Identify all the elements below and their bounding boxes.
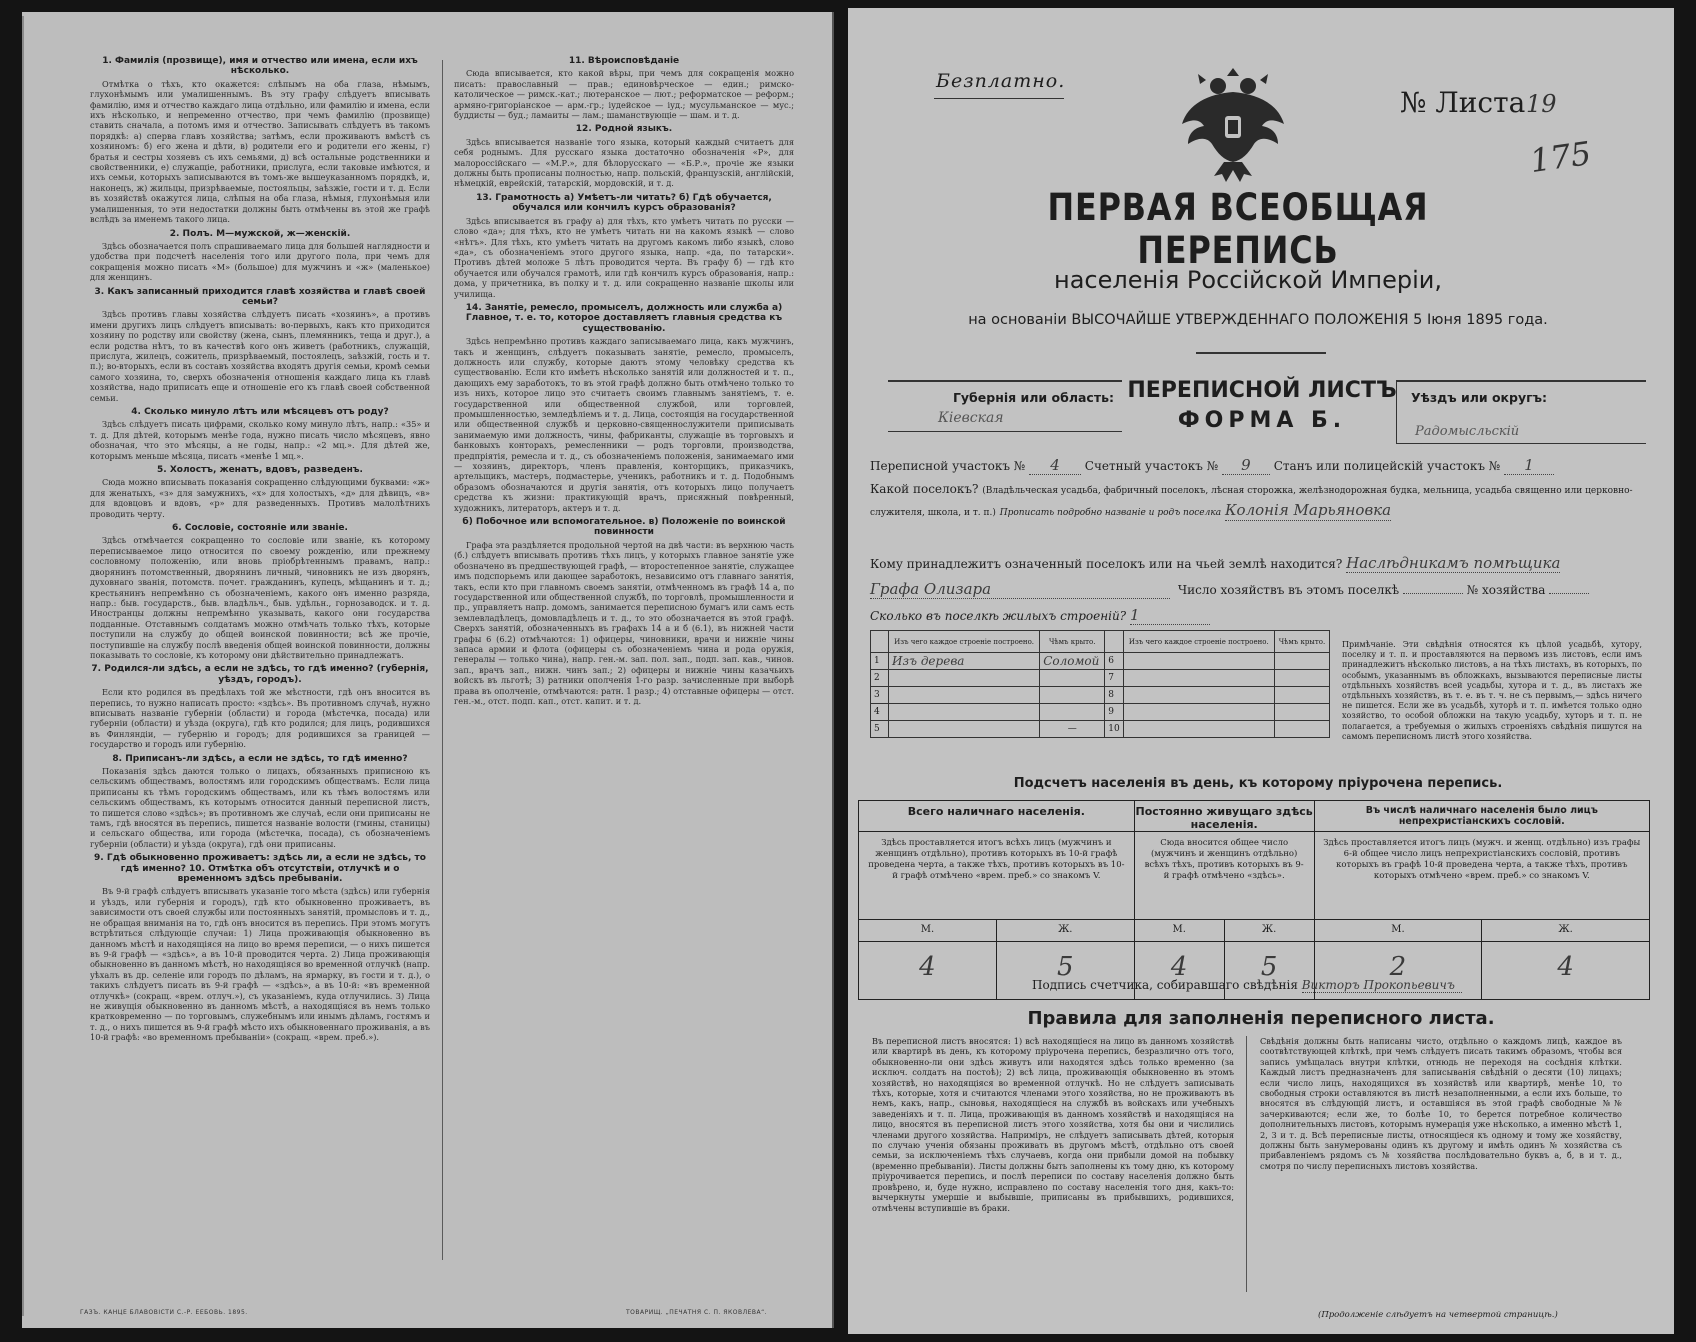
owner-row-2	[870, 580, 1589, 599]
column-divider	[442, 60, 443, 1260]
population-count-title: Подсчетъ населенія въ день, къ которому пріурочена перепись.	[1013, 776, 1503, 791]
section-heading: 2. Полъ. М—мужской, ж—женскій.	[169, 228, 351, 239]
count-sex-row	[859, 920, 1650, 942]
female-label: Ж.	[1482, 920, 1650, 942]
section-heading: 1. Фамилія (прозвище), имя и отчество или имена, если ихъ нѣсколько.	[102, 56, 418, 77]
row-number: 10	[1105, 721, 1123, 738]
left-page	[22, 12, 834, 1328]
schetny-label: Счетный участокъ №	[1084, 459, 1219, 473]
table-cell	[1123, 687, 1274, 704]
table-cell	[1123, 670, 1274, 687]
sheet-number-handwritten: 19	[1526, 90, 1557, 118]
section-heading: 8. Приписанъ-ли здѣсь, а если не здѣсь, то гдѣ именно?	[112, 753, 408, 764]
row-number: 6	[1105, 653, 1123, 670]
underline	[934, 98, 1064, 99]
households-label: Число хозяйствъ въ этомъ поселкѣ	[1177, 583, 1400, 597]
material-header-2: Изъ чего каждое строеніе построено.	[1123, 631, 1274, 653]
count-header-total: Всего наличнаго населенія.	[859, 801, 1135, 832]
male-label: М.	[1314, 920, 1482, 942]
legal-basis: на основаніи ВЫСОЧАЙШЕ УТВЕРЖДЕННАГО ПОЛОЖЕНІЯ 5 Іюня 1895 года.	[968, 312, 1548, 328]
section-text: Здѣсь непремѣнно противъ каждаго записываемаго лица, какъ мужчинъ, такъ и женщинъ, слѣдуетъ показывать занятіе, ремесло, промыселъ, должность или службу, которые даютъ этому человѣку средства къ существованію. Если кто имѣетъ нѣсколько занятій или должностей и т. п., дающихъ ему заработокъ, то въ этой графѣ должно быть отмѣчено только то изъ нихъ, которое лицо это считаетъ своимъ главнымъ занятіемъ, т. е. государственной или общественной службой, или торговлей, промышленностью, земледѣліемъ и т. д. Лица, состоящія на государственной или общественной службѣ и церковно-священнослужители приписывать занимаемую ими должность, чины, фабриканты, служащіе въ торговыхъ и банковыхъ конторахъ, ремесленники — родъ торговли, производства, предпріятія, ремесла и т. д., съ обозначеніемъ положенія, занимаемаго ими — хозяинъ, директоръ, членъ правленія, конторщикъ, приказчикъ, артельщикъ, мастеръ, подмастерье, ученикъ, работникъ и т. д. Подобнымъ образомъ обозначаются и другія занятія, отъ которыхъ лицо получаетъ средства къ жизни: практикующій врачъ, присяжный повѣренный, художникъ, литераторъ, актеръ и т. д.	[454, 336, 794, 513]
guberniya-label: Губернія или область:	[952, 390, 1114, 405]
census-title: ПЕРВАЯ ВСЕОБЩАЯ ПЕРЕПИСЬ	[1047, 186, 1429, 272]
rules-column-left: Въ переписной листъ вносятся: 1) всѣ находящіеся на лицо въ данномъ хозяйствѣ или квартирѣ въ день, къ которому пріурочена перепись, безразлично отъ того, обыкновенно-ли они здѣсь живутъ или находятся здѣсь только временно (за исключ. солдатъ на постоѣ); 2) всѣ лица, проживающія обыкновенно въ этомъ хозяйствѣ, но находящіяся во временной отлучкѣ. Но не слѣдуетъ записывать тѣхъ, которые, хотя и считаются членами этого хозяйства, но не проживаютъ въ немъ, какъ, напр., сыновья, находящіеся на службѣ въ войскахъ или учебныхъ заведеніяхъ и т. п. Лица, проживающія въ данномъ хозяйствѣ и находящіяся на лицо, вносятся въ переписной листъ этого хозяйства, хотя бы они и числились членами другого хозяйства. Наприміръ, не слѣдуетъ записывать дѣтей, которыя по случаю ученія обязаны проживать въ другомъ мѣстѣ, отдѣльно отъ своей семьи, за исключеніемъ тѣхъ случаевъ, когда они прибыли домой на побывку (временно пребываніи). Листы должны быть заполнены къ тому дню, къ которому пріурочивается перепись, и послѣ переписи по составу населенія должно быть провѣрено, и, буде нужно, исправлено по составу населенія того дня, какъ-то: вычеркнуты умершіе и выбывшіе, приписаны въ прибывшихъ, родившихся, отмѣчены вступившіе въ браки.	[872, 1036, 1234, 1213]
archive-number-handwritten: 175	[1527, 133, 1594, 181]
population-count-table	[858, 800, 1650, 1000]
count-desc-row	[859, 832, 1650, 920]
owner-value-1: Наслѣдникамъ помѣщика	[1346, 554, 1561, 572]
table-row	[871, 721, 1330, 738]
row-number: 7	[1105, 670, 1123, 687]
roof-cell: —	[1040, 721, 1105, 738]
uezd-label: Уѣздъ или округъ:	[1411, 390, 1548, 405]
table-cell	[1105, 631, 1123, 653]
sheet-number-label: № Листа	[1400, 86, 1526, 119]
continuation-note: (Продолженіе слѣдуетъ на четвертой страницѣ.)	[1318, 1310, 1558, 1320]
roof-header-2: Чѣмъ крыто.	[1274, 631, 1329, 653]
section-text: Здѣсь слѣдуетъ писать цифрами, сколько кому минуло лѣтъ, напр.: «35» и т. д. Для дѣтей, которымъ менѣе года, нужно писать число мѣсяцевъ, явно обозначая, что это мѣсяцы, а не годы, напр.: «2 мц.». Для дѣтей же, которымъ меньше мѣсяца, писать «менѣе 1 мц.».	[90, 419, 430, 461]
printer-footer-right: ТОВАРИЩ. „ПЕЧАТНЯ С. П. ЯКОВЛЕВА“.	[626, 1309, 768, 1316]
form-title	[1120, 376, 1404, 436]
table-cell	[1040, 704, 1105, 721]
guberniya-value: Кіевская	[938, 410, 1004, 426]
right-page	[848, 8, 1674, 1334]
table-row	[871, 704, 1330, 721]
rules-title: Правила для заполненія переписного листа.	[1027, 1008, 1495, 1029]
section-heading: 12. Родной языкъ.	[575, 124, 673, 135]
schetny-value: 9	[1222, 456, 1270, 475]
female-label: Ж.	[1224, 920, 1314, 942]
count-header-non-christian: Въ числѣ наличнаго населенія было лицъ непрехристіанскихъ сословій.	[1314, 801, 1649, 832]
table-cell	[1274, 721, 1329, 738]
rules-divider	[1246, 1036, 1247, 1292]
table-cell	[889, 704, 1040, 721]
table-cell	[1123, 653, 1274, 670]
count-desc-permanent: Сюда вносится общее число (мужчинъ и женщинъ отдѣльно) всѣхъ тѣхъ, противъ которыхъ въ 9-й графѣ отмѣчено «здѣсь».	[1134, 832, 1314, 920]
section-text: Если кто родился въ предѣлахъ той же мѣстности, гдѣ онъ вносится въ перепись, то нужно написать просто: «здѣсь». Въ противномъ случаѣ, нужно вписывать названіе губерніи (области) и города (мѣстечка, посада) или губерніи (области) и уѣзда (округа), гдѣ кто родился; для лицъ, родившихся въ Финляндіи, — губернію и городъ; для родившихся за границей — государство и городъ или губернію.	[90, 687, 430, 750]
settlement-type-row	[870, 480, 1660, 523]
table-cell	[1274, 704, 1329, 721]
material-header: Изъ чего каждое строеніе построено.	[889, 631, 1040, 653]
count-header-row	[859, 801, 1650, 832]
table-cell	[1123, 721, 1274, 738]
perepisnoy-value: 4	[1029, 456, 1081, 475]
non-christian-female-value: 4	[1482, 942, 1650, 1000]
row-number: 5	[871, 721, 889, 738]
section-heading: 5. Холостъ, женатъ, вдовъ, разведенъ.	[157, 465, 363, 476]
table-cell	[871, 631, 889, 653]
section-text: Показанія здѣсь даются только о лицахъ, обязанныхъ приписною къ сельскимъ обществамъ, волостямъ или городскимъ обществамъ. Если лица приписаны къ тѣмъ городскимъ обществамъ, или къ тѣмъ волостямъ или сельскимъ обществамъ, къ которымъ относится данный переписной листъ, то пишется слово «здѣсь»; въ противномъ же случаѣ, если они приписаны не тамъ, гдѣ вносятся въ перепись, пишется названіе волости (гмины, станицы) и сельскаго общества, или города (мѣстечка, посада), съ обозначеніемъ губерніи (области) и уѣзда (округа), гдѣ они приписаны.	[90, 766, 430, 849]
section-text: Въ 9-й графѣ слѣдуетъ вписывать указаніе того мѣста (здѣсь) или губернія и уѣздъ, или губернія и городъ), гдѣ кто обыкновенно проживаетъ, въ зависимости отъ своей службы или постоянныхъ занятій, промысловъ и т. д., не обращая вниманія на то, гдѣ онъ вносится въ перепись. При этомъ могутъ встрѣтиться слѣдующіе случаи: 1) Лица проживающія обыкновенно въ данномъ мѣстѣ и находящіяся на лицо во время переписи, — о нихъ пишется въ 9-й графѣ — «здѣсь», а въ 10-й проводится черта. 2) Лица проживающія обыкновенно въ данномъ мѣстѣ, но находящіяся во временной отлучкѣ (напр. уѣхалъ въ др. селеніе или городъ по дѣламъ, на ярмарку, въ гости и т. д.), о такихъ слѣдуетъ писать въ 9-й графѣ — «здѣсь», а въ 10-й: «въ временной отлучкѣ» (сокращ. «врем. отлуч.»), съ указаніемъ, куда отлучились. 3) Лица не живущія обыкновенно въ данномъ мѣстѣ, а находящіяся въ немъ только кратковременно — по торговымъ, служебнымъ или инымъ дѣламъ, гостямъ и т. д., о нихъ пишется въ 9-й графѣ мѣсто ихъ обыкновеннаго проживанія, а въ 10-й графѣ: «во временномъ пребываніи» (сокращ. «врем. преб.»).	[90, 886, 430, 1043]
row-number: 2	[871, 670, 889, 687]
section-heading: 9. Гдѣ обыкновенно проживаетъ: здѣсь ли, а если не здѣсь, то гдѣ именно? 10. Отмѣтка объ отсутствіи, отлучкѣ и о временномъ здѣсь пребываніи.	[94, 853, 426, 885]
printer-footer-left: ГАЗЪ. КАНЦЕ БЛАВОВІСТИ С.-Р. ЕЕБОВЬ. 1895.	[80, 1309, 248, 1316]
table-cell	[889, 670, 1040, 687]
buildings-count-value: 1	[1130, 606, 1210, 625]
stan-label: Станъ или полицейскій участокъ №	[1273, 459, 1501, 473]
count-desc-non-christian: Здѣсь проставляется итогъ лицъ (мужч. и женщ. отдѣльно) изъ графы 6-й общее число лицъ непрехристіанскихъ сословій, противъ которыхъ въ графѣ 10-й проведена черта, а также тѣхъ, противъ которыхъ отмѣчено «врем. преб.» со знакомъ V.	[1314, 832, 1649, 920]
non-christian-male-value: 2	[1314, 942, 1482, 1000]
uezd-field	[1396, 380, 1646, 444]
instructions-column-right	[454, 52, 794, 1237]
count-desc-total: Здѣсь проставляется итогъ всѣхъ лицъ (мужчинъ и женщинъ отдѣльно), противъ которыхъ въ 10-й графѣ проведена черта, а также тѣхъ, противъ которыхъ въ 10-й графѣ отмѣчено «врем. преб.» со знакомъ V.	[859, 832, 1135, 920]
section-text: Отмѣтка о тѣхъ, кто окажется: слѣпымъ на оба глаза, нѣмымъ, глухонѣмымъ или умалишеннымъ. Въ эту графу слѣдуетъ вписывать фамилію, имя и отчество каждаго лица отдѣльно, или фамилію и имена, если ихъ нѣсколько, и непременно отчество, при чемъ фамилію (прозвище) ставить сначала, а потомъ имя и отчество. Записывать слѣдуетъ въ такомъ порядкѣ: а) сперва главъ хозяйства; затѣмъ, если проживаютъ вмѣстѣ съ хозяиномъ: б) его жена и дѣти, в) родители его и родители его жены, г) братья и сестры хозяевъ съ ихъ семьями, д) всѣ остальные родственники и свойственники, е) служащіе, работники, прислуга, если таковые имѣются, и ихъ семьи, которыхъ записываются въ томъ-же вышеуказанномъ порядкѣ, и, наконецъ, ж) жильцы, призрѣваемые, постояльцы, заѣзжіе, гости и т. д. Если въ хозяйствѣ окажутся лица, слѣпыя на оба глаза, нѣмыя, глухонѣмыя или умалишенныя, то эти недостатки должны быть отмѣчены въ этой же графѣ вслѣдъ за именемъ такого лица.	[90, 78, 430, 225]
table-cell	[889, 721, 1040, 738]
section-heading: 7. Родился-ли здѣсь, а если не здѣсь, то гдѣ именно? (губернія, уѣздъ, городъ).	[91, 664, 429, 685]
section-heading: 3. Какъ записанный приходится главѣ хозяйства и главѣ своей семьи?	[94, 286, 426, 307]
settlement-value: Колонія Марьяновка	[1224, 501, 1392, 519]
table-row	[871, 670, 1330, 687]
buildings-count-label: Сколько въ поселкѣ жилыхъ строеній?	[870, 609, 1127, 623]
buildings-note: Примѣчаніе. Эти свѣдѣнія относятся къ цѣлой усадьбѣ, хутору, поселку и т. п. и проставляются на первомъ изъ листовъ, если имъ принадлежитъ нѣсколько листовъ, а на тѣхъ листахъ, въ которыхъ, по особымъ, указаннымъ въ обложкахъ, вызываются переписные листы отдѣльныхъ хозяйствъ всей усадьбы, хутора и т. д., въ листахъ же отдѣльныхъ хозяйствъ, въ т. е. въ т. ч. не съ первымъ,— здѣсь ничего не пишется. Если же въ усадьбѣ, хуторѣ и т. п. имѣется только одно хозяйство, то особой обложки на такую усадьбу, хуторъ и т. п. не полагается, а требуемыя о жилыхъ строеніяхъ свѣдѣнія пишутся на самомъ переписномъ листѣ этого хозяйства.	[1342, 640, 1642, 741]
section-text: Здѣсь отмѣчается сокращенно то сословіе или званіе, къ которому переписываемое лицо относится по своему рожденію, или прежнему сословному положенію, или вновь пріобрѣтеннымъ правамъ, напр.: дворянинъ потомственный, дворянинъ личный, чиновникъ не изъ дворянъ, духовнаго званія, потомств. почет. гражданинъ, купецъ, мѣщанинъ и т. д.; крестьянинъ непремѣнно съ обозначеніемъ, какого онъ именно разряда, напр.: быв. государств., быв. владѣльч., быв. удѣльн., горнозаводск. и т. д. Иностранцы должны непремѣнно указывать, какого они государства подданные. Отставнымъ солдатамъ можно отмѣчать только тѣхъ, которые поступили на службу до общей воинской повинности; всѣ же прочіе, поступившіе на службу послѣ введенія общей воинской повинности, должны показывать то сословіе, къ которому они дѣйствительно принадлежатъ.	[90, 535, 430, 660]
section-heading: 14. Занятіе, ремесло, промыселъ, должность или служба а) Главное, т. е. то, которое доставляетъ главныя средства къ существованію.	[465, 302, 783, 334]
section-text: Графа эта раздѣляется продольной чертой на двѣ части: въ верхнюю часть (б.) слѣдуетъ вписывать противъ тѣхъ лицъ, у которыхъ главное занятіе уже обозначено въ предшествующей графѣ, — второстепенное занятіе, служащее имъ подспорьемъ или дающее заработокъ, независимо отъ главнаго занятія, такъ, если кто при главномъ своемъ занятіи, отмѣченномъ въ графѣ 14 а, по государственной или общественной службѣ, по торговлѣ, промышленности и пр., управляетъ напр. домомъ, занимается переписною бумагъ или самъ есть землевладѣлецъ, домовладѣлецъ и т. д., то это обозначается въ этой графѣ. Сверхъ занятій, обозначенныхъ въ графахъ 14 а и б (6.1), въ нижней части графы 6 (6.2) отмѣчаются: 1) офицеры, чиновники, врачи и нижніе чины запаса армии и флота (офицеры съ обозначеніемъ чина и рода оружія, генералы — только чина), напр. ген.-м. зап. пол. зап., подп. зап. кав., чинов. зап., врачъ зап., нижн. чинъ зап.; 2) офицеры и нижніе чины казачьихъ войскъ въ льготѣ; 3) ратники ополченія 1-го разр. зачисленные при выборѣ права въ ополченіе, отмѣчаются: ратн. 1 разр.; 4) отставные офицеры — отст. ген.-м., отст. подп. кап., отст. капит. и т. д.	[454, 539, 794, 706]
roof-cell: Соломой	[1040, 653, 1105, 670]
households-value	[1403, 593, 1463, 594]
buildings-count-row	[870, 606, 1210, 625]
male-label: М.	[859, 920, 997, 942]
roof-header: Чѣмъ крыто.	[1040, 631, 1105, 653]
section-text: Здѣсь обозначается полъ спрашиваемаго лица для большей наглядности и удобства при подсчетѣ населенія того или другого пола, при чемъ для сокращенія можно писать «М» (большое) для мужчинъ и «ж» (маленькое) для женщинъ.	[90, 240, 430, 283]
owner-value-2: Графа Олизара	[870, 580, 1170, 599]
material-cell: Изъ дерева	[889, 653, 1040, 670]
imperial-eagle-emblem-icon	[1178, 64, 1288, 184]
permanent-male-value: 4	[1134, 942, 1224, 1000]
table-cell	[1274, 670, 1329, 687]
count-header-permanent: Постоянно живущаго здѣсь населенія.	[1134, 801, 1314, 832]
signature-value: Викторъ Прокопьевичъ	[1302, 978, 1462, 993]
table-row	[871, 653, 1330, 670]
district-numbers-row	[870, 456, 1554, 475]
form-title-line-1: ПЕРЕПИСНОЙ ЛИСТЪ	[1127, 378, 1397, 403]
section-heading: б) Побочное или вспомогательное. в) Положеніе по воинской повинности	[462, 517, 786, 538]
total-male-value: 4	[859, 942, 997, 1000]
male-label: М.	[1134, 920, 1224, 942]
household-number-value	[1549, 593, 1589, 594]
table-cell	[1274, 687, 1329, 704]
household-number-label: № хозяйства	[1466, 583, 1546, 597]
section-text: Здѣсь вписывается названіе того языка, который каждый считаетъ для себя роднымъ. Для русскаго языка достаточно обозначенія «Р», для малороссійскаго — «М.Р.», для бѣлорусскаго — «Б.Р.», прочіе же языки должны быть прописаны полностью, напр. польскій, французскій, англійскій, нѣмецкій, еврейскій, татарскій, мордовскій, и т. д.	[454, 136, 794, 189]
section-heading: 6. Сословіе, состояніе или званіе.	[172, 523, 348, 534]
table-row	[871, 687, 1330, 704]
table-cell	[1040, 670, 1105, 687]
census-subtitle: населенія Россійской Имперіи,	[1054, 266, 1442, 294]
permanent-female-value: 5	[1224, 942, 1314, 1000]
settlement-label: Какой поселокъ?	[870, 482, 979, 496]
table-cell	[1040, 687, 1105, 704]
settlement-instruction: Прописать подробно названіе и родъ поселка	[999, 508, 1222, 518]
buildings-table	[870, 630, 1330, 738]
table-cell	[1274, 653, 1329, 670]
enumerator-signature-row	[1032, 978, 1462, 993]
table-cell	[1123, 704, 1274, 721]
row-number: 9	[1105, 704, 1123, 721]
owner-label: Кому принадлежитъ означенный поселокъ или на чьей землѣ находится?	[870, 557, 1343, 571]
section-text: Здѣсь вписывается въ графу а) для тѣхъ, кто умѣетъ читать по русски — слово «да»; для тѣхъ, кто не умѣетъ читать ни на какомъ языкѣ — слово «нѣтъ». Для тѣхъ, кто умѣетъ читать на другомъ какомъ либо языкѣ, слово «да», съ обозначеніемъ этого другого языка, напр. «да, по татарски». Противъ дѣтей моложе 5 лѣтъ проводится черта. Въ графу б) — гдѣ кто обучается или обучался грамотѣ, или гдѣ кончилъ курсъ образованія, напр.: дома, у причетника, въ полку и т. д. или сокращенно названіе школы или училища.	[454, 215, 794, 299]
total-female-value: 5	[996, 942, 1134, 1000]
form-title-line-2: ФОРМА Б.	[1177, 408, 1347, 433]
free-of-charge-label: Безплатно.	[936, 70, 1066, 92]
section-heading: 4. Сколько минуло лѣтъ или мѣсяцевъ отъ роду?	[131, 407, 389, 417]
section-text: Сюда вписывается, кто какой вѣры, при чемъ для сокращенія можно писать: православный — прав.; единовѣрческое — един.; римско-католическое — римск.-кат.; лютеранское — лют.; реформатское — реформ.; армяно-григоріанское — арм.-гр.; іудейское — іуд.; мусульманское — мус.; буддисты — буд.; ламаиты — лам.; шаманствующіе — шам. и т. д.	[454, 68, 794, 121]
row-number: 3	[871, 687, 889, 704]
section-heading: 11. Вѣроисповѣданіе	[568, 56, 680, 66]
female-label: Ж.	[996, 920, 1134, 942]
row-number: 1	[871, 653, 889, 670]
stan-value: 1	[1504, 456, 1554, 475]
section-text: Здѣсь противъ главы хозяйства слѣдуетъ писать «хозяинъ», а противъ имени другихъ лицъ слѣдуетъ вписывать: во-первыхъ, какъ кто приходится хозяину по родству или свойству (жена, сынъ, племянникъ, теща и друг.), а если родства нѣтъ, то въ качествѣ кого онъ живетъ (работникъ, служащій, прислуга, жилецъ, сожитель, призрѣваемый, постоялецъ, заѣзжій, гость и т. п.); во-вторыхъ, если въ составъ хозяйства входятъ другія семьи, кромѣ семьи самого хозяина, то, сверхъ обозначенія отношенія каждаго лица къ главѣ хозяйства, надо приписать еще и отношеніе его къ главѣ своей собственной семьи.	[90, 309, 430, 403]
guberniya-field	[888, 380, 1122, 432]
uezd-value: Радомысльскій	[1415, 424, 1520, 439]
row-number: 4	[871, 704, 889, 721]
owner-row	[870, 554, 1560, 573]
rules-column-right: Свѣдѣнія должны быть написаны чисто, отдѣльно о каждомъ лицѣ, каждое въ соотвѣтствующей клѣткѣ, при чемъ слѣдуетъ писать такимъ образомъ, чтобы вся запись умѣщалась внутри клѣтки, отнюдь не переходя на сосѣднія клѣтки. Каждый листъ предназначенъ для записыванія свѣдѣній о десяти (10) лицахъ; если число лицъ, находящихся въ хозяйствѣ или квартирѣ, менѣе 10, то свободныя строки оставляются въ листѣ незаполненными, а если ихъ больше, то вносятся въ слѣдующій листъ, и оставшіяся въ этой графѣ свободные №№ зачеркиваются; если же, то болѣе 10, то берется потребное количество дополнительныхъ листовъ, которымъ нумерація уже нѣсколько, а именно мѣстѣ 1, 2, 3 и т. д. Всѣ переписные листы, относящіеся къ одному и тому же хозяйству, должны быть занумерованы одинъ къ другому и имѣть одинъ № хозяйства съ прибавленіемъ рядомъ съ № хозяйства послѣдовательно буквъ а, б, в и т. д., смотря по числу переписныхъ листовъ хозяйства.	[1260, 1036, 1622, 1171]
buildings-table-header	[871, 631, 1330, 653]
perepisnoy-label: Переписной участокъ №	[870, 459, 1026, 473]
divider-rule	[1196, 352, 1326, 354]
row-number: 8	[1105, 687, 1123, 704]
section-text: Сюда можно вписывать показанія сокращенно слѣдующими буквами: «ж» для женатыхъ, «з» для замужнихъ, «х» для холостыхъ, «д» для дѣвицъ, «в» для вдовцовъ и вдовъ, «р» для разведенныхъ. Противъ малолѣтнихъ проводить черту.	[90, 477, 430, 519]
instructions-column-left	[90, 52, 430, 1237]
signature-label: Подпись счетчика, собиравшаго свѣдѣнія	[1032, 978, 1298, 992]
section-heading: 13. Грамотность а) Умѣетъ-ли читать? б) Гдѣ обучается, обучался или кончилъ курсъ образованія?	[476, 192, 772, 214]
settlement-note: (Владѣльческая усадьба, фабричный поселокъ, лѣсная сторожка, желѣзнодорожная будка, мельница, усадьба священно или церковно-служителя, школа, и т. п.)	[870, 486, 1633, 518]
table-cell	[889, 687, 1040, 704]
